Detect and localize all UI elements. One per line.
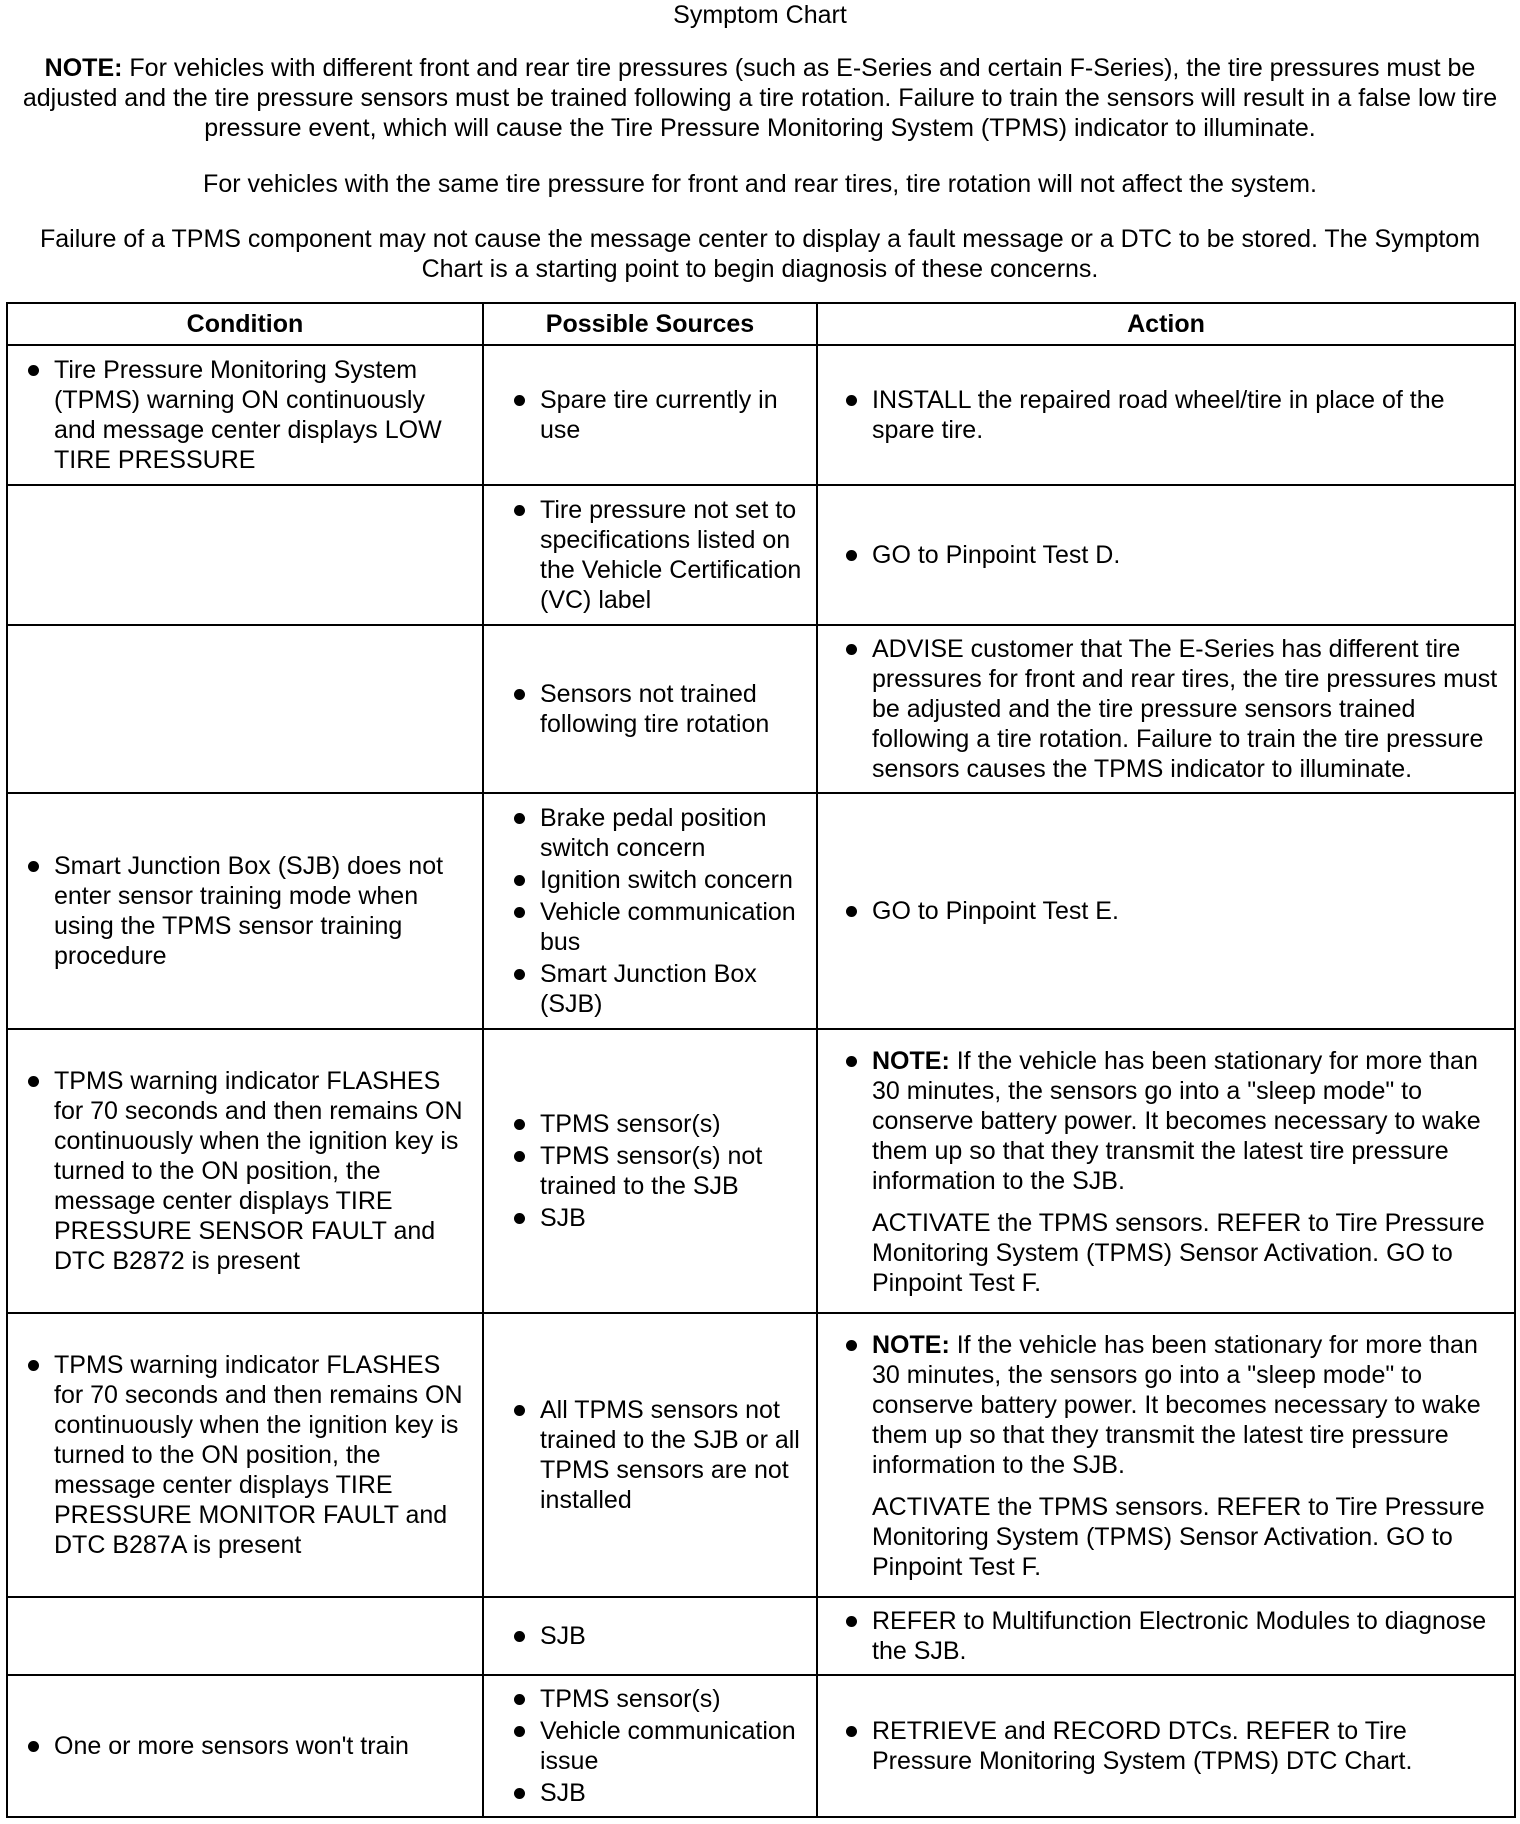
action-item: GO to Pinpoint Test E. [838, 896, 1502, 926]
symptom-table [6, 302, 1516, 1818]
note-label: NOTE: [44, 54, 123, 82]
source-item: SJB [506, 1778, 804, 1808]
condition-cell [7, 793, 483, 1029]
condition-item: Smart Junction Box (SJB) does not enter sensor training mode when using the TPMS sensor training procedure [20, 851, 470, 971]
source-item: Ignition switch concern [506, 865, 804, 895]
sources-cell [483, 485, 817, 625]
header-condition: Condition [7, 303, 483, 345]
action-cell [817, 345, 1515, 485]
source-item: Vehicle communication issue [506, 1716, 804, 1776]
table-row [7, 793, 1515, 1029]
sources-cell [483, 1313, 817, 1597]
header-action: Action [817, 303, 1515, 345]
table-header-row [7, 303, 1515, 345]
sources-cell [483, 793, 817, 1029]
condition-item: Tire Pressure Monitoring System (TPMS) warning ON continuously and message center displays LOW TIRE PRESSURE [20, 355, 470, 475]
action-item [838, 1330, 1502, 1480]
sources-cell [483, 625, 817, 793]
sources-cell [483, 1675, 817, 1817]
rotation-paragraph: For vehicles with the same tire pressure for front and rear tires, tire rotation will not affect the system. [203, 170, 1317, 198]
action-followup: ACTIVATE the TPMS sensors. REFER to Tire Pressure Monitoring System (TPMS) Sensor Activation. GO to Pinpoint Test F. [872, 1493, 1485, 1581]
sources-cell [483, 1597, 817, 1675]
action-note-label: NOTE: [872, 1047, 950, 1075]
condition-item: One or more sensors won't train [20, 1731, 470, 1761]
action-cell [817, 1029, 1515, 1313]
action-item: INSTALL the repaired road wheel/tire in place of the spare tire. [838, 385, 1502, 445]
source-item: SJB [506, 1621, 804, 1651]
condition-cell [7, 1675, 483, 1817]
source-item: TPMS sensor(s) [506, 1684, 804, 1714]
action-cell [817, 1313, 1515, 1597]
condition-item: TPMS warning indicator FLASHES for 70 seconds and then remains ON continuously when the ignition key is turned to the ON position, the message center displays TIRE PRESSURE SENSOR FAULT and DTC B2872 is present [20, 1066, 470, 1276]
source-item: All TPMS sensors not trained to the SJB or all TPMS sensors are not installed [506, 1395, 804, 1515]
action-cell [817, 485, 1515, 625]
action-item [838, 1046, 1502, 1196]
table-row [7, 1597, 1515, 1675]
source-item: TPMS sensor(s) not trained to the SJB [506, 1141, 804, 1201]
action-cell [817, 793, 1515, 1029]
source-item: Sensors not trained following tire rotation [506, 679, 804, 739]
table-row [7, 1313, 1515, 1597]
page-title: Symptom Chart [673, 1, 847, 29]
condition-item: TPMS warning indicator FLASHES for 70 seconds and then remains ON continuously when the ignition key is turned to the ON position, the message center displays TIRE PRESSURE MONITOR FAULT and DTC B287A is present [20, 1350, 470, 1560]
source-item: Vehicle communication bus [506, 897, 804, 957]
action-note-text: If the vehicle has been stationary for more than 30 minutes, the sensors go into a "sleep mode" to conserve battery power. It becomes necessary to wake them up so that they transmit the latest tire pressure information to the SJB. [872, 1047, 1481, 1195]
source-item: Tire pressure not set to specifications listed on the Vehicle Certification (VC) label [506, 495, 804, 615]
table-row [7, 1029, 1515, 1313]
condition-cell [7, 1597, 483, 1675]
condition-cell [7, 625, 483, 793]
action-note-text: If the vehicle has been stationary for more than 30 minutes, the sensors go into a "sleep mode" to conserve battery power. It becomes necessary to wake them up so that they transmit the latest tire pressure information to the SJB. [872, 1331, 1481, 1479]
action-item: RETRIEVE and RECORD DTCs. REFER to Tire Pressure Monitoring System (TPMS) DTC Chart. [838, 1716, 1502, 1776]
action-item: REFER to Multifunction Electronic Modules to diagnose the SJB. [838, 1606, 1502, 1666]
action-followup: ACTIVATE the TPMS sensors. REFER to Tire Pressure Monitoring System (TPMS) Sensor Activation. GO to Pinpoint Test F. [872, 1209, 1485, 1297]
source-item: TPMS sensor(s) [506, 1109, 804, 1139]
action-item: GO to Pinpoint Test D. [838, 540, 1502, 570]
source-item: Brake pedal position switch concern [506, 803, 804, 863]
sources-cell [483, 345, 817, 485]
failure-paragraph: Failure of a TPMS component may not cause the message center to display a fault message or a DTC to be stored. The Symptom Chart is a starting point to begin diagnosis of these concerns. [39, 225, 1481, 283]
header-possible-sources: Possible Sources [483, 303, 817, 345]
sources-cell [483, 1029, 817, 1313]
action-cell [817, 1597, 1515, 1675]
condition-cell [7, 485, 483, 625]
source-item: Smart Junction Box (SJB) [506, 959, 804, 1019]
source-item: Spare tire currently in use [506, 385, 804, 445]
action-item: ADVISE customer that The E-Series has different tire pressures for front and rear tires, the tire pressures must be adjusted and the tire pressure sensors trained following a tire rotation. Failure to train the tire pressure sensors causes the TPMS indicator to illuminate. [838, 634, 1502, 784]
action-note-label: NOTE: [872, 1331, 950, 1359]
condition-cell [7, 345, 483, 485]
condition-cell [7, 1029, 483, 1313]
table-row [7, 1675, 1515, 1817]
table-row [7, 485, 1515, 625]
note-text: For vehicles with different front and rear tire pressures (such as E-Series and certain F-Series), the tire pressures must be adjusted and the tire pressure sensors must be trained following a tire rotation. Failure to train the sensors will result in a false low tire pressure event, which will cause the Tire Pressure Monitoring System (TPMS) indicator to illuminate. [22, 54, 1498, 142]
note-paragraph [18, 53, 1502, 143]
condition-cell [7, 1313, 483, 1597]
action-cell [817, 1675, 1515, 1817]
table-row [7, 625, 1515, 793]
action-cell [817, 625, 1515, 793]
source-item: SJB [506, 1203, 804, 1233]
table-row [7, 345, 1515, 485]
